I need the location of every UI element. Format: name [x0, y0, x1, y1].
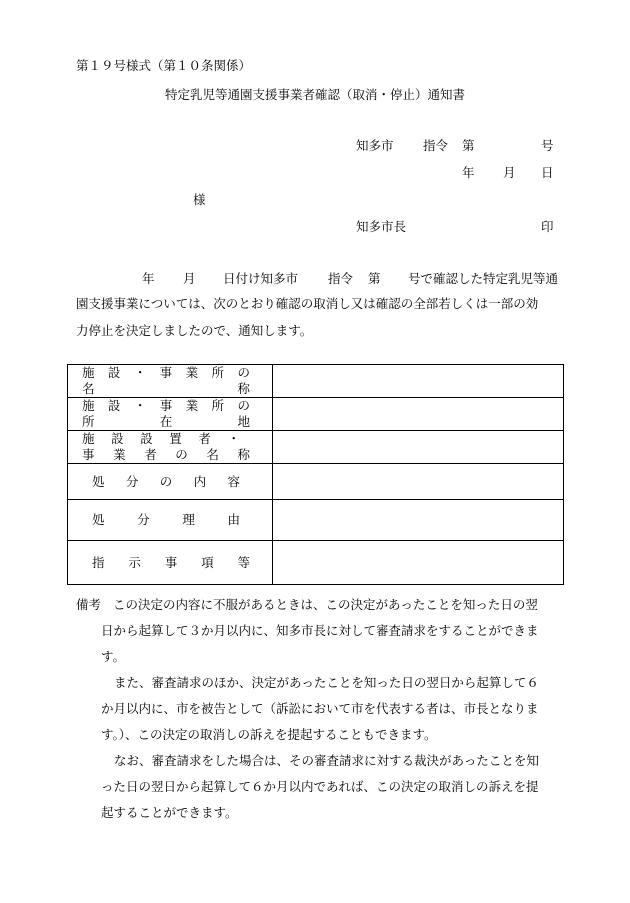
- remarks-line-6: す。）、この決定の取消しの訴えを提起することもできます。: [101, 727, 437, 742]
- remarks-line-1: [76, 599, 538, 612]
- addressee-suffix: 様: [193, 192, 206, 207]
- table-row: [68, 398, 564, 431]
- reference-dai: 第: [462, 138, 475, 153]
- row-value[interactable]: [273, 431, 564, 464]
- row-value[interactable]: [273, 365, 564, 398]
- row-label: 指 示 事 項 等: [68, 541, 273, 585]
- remarks-label: 備考: [76, 597, 102, 612]
- row-label: 施 設 ・ 事 業 所 の 所 在 地: [68, 398, 273, 431]
- body-line-2: 園支援事業については、次のとおり確認の取消し又は確認の全部若しくは一部の効: [76, 296, 539, 311]
- table-row: [68, 541, 564, 585]
- form-number: 第１９号様式（第１０条関係）: [76, 58, 252, 73]
- table-row: [68, 500, 564, 541]
- body-month: 月: [183, 271, 196, 286]
- row-value[interactable]: [273, 398, 564, 431]
- body-year: 年: [142, 271, 155, 286]
- row-value[interactable]: [273, 500, 564, 541]
- body-line-3: 力停止を決定しましたので、通知します。: [76, 323, 313, 338]
- body-dai: 第: [368, 271, 381, 286]
- table-row: [68, 464, 564, 500]
- date-year-label: 年: [462, 165, 475, 180]
- reference-shirei: 指令: [423, 138, 449, 153]
- row-label: 処 分 理 由: [68, 500, 273, 541]
- row-label: 施 設 設 置 者 ・ 事 業 者 の 名 称: [68, 431, 273, 464]
- remarks-line-2: 日から起算して３か月以内に、知多市長に対して審査請求をすることができま: [101, 623, 539, 638]
- reference-go: 号: [541, 138, 554, 153]
- sender-title: 知多市長: [356, 219, 407, 234]
- remarks-text: この決定の内容に不服があるときは、この決定があったことを知った日の翌: [113, 597, 538, 612]
- document-title: 特定乳児等通園支援事業者確認（取消・停止）通知書: [164, 87, 465, 102]
- row-label: 施 設 ・ 事 業 所 の 名 称: [68, 365, 273, 398]
- remarks-line-9: 起することができます。: [101, 805, 238, 820]
- body-day-city: 日付け知多市: [223, 271, 299, 286]
- info-table: [67, 364, 564, 585]
- row-label: 処 分 の 内 容: [68, 464, 273, 500]
- remarks-line-7: なお、審査請求をした場合は、その審査請求に対する裁決があったことを知: [114, 753, 539, 768]
- table-row: [68, 365, 564, 398]
- reference-city: 知多市: [356, 138, 394, 153]
- body-shirei: 指令: [328, 271, 354, 286]
- date-month-label: 月: [503, 165, 516, 180]
- seal-mark: 印: [541, 219, 554, 234]
- remarks-line-3: す。: [101, 649, 126, 664]
- body-tail: 号で確認した特定乳児等通: [408, 271, 559, 286]
- row-value[interactable]: [273, 464, 564, 500]
- date-day-label: 日: [541, 165, 554, 180]
- remarks-line-4: また、審査請求のほか、決定があったことを知った日の翌日から起算して６: [114, 675, 539, 690]
- table-row: [68, 431, 564, 464]
- row-value[interactable]: [273, 541, 564, 585]
- remarks-line-5: か月以内に、市を被告として（訴訟において市を代表する者は、市長となりま: [101, 701, 539, 716]
- remarks-line-8: った日の翌日から起算して６か月以内であれば、この決定の取消しの訴えを提: [101, 779, 539, 794]
